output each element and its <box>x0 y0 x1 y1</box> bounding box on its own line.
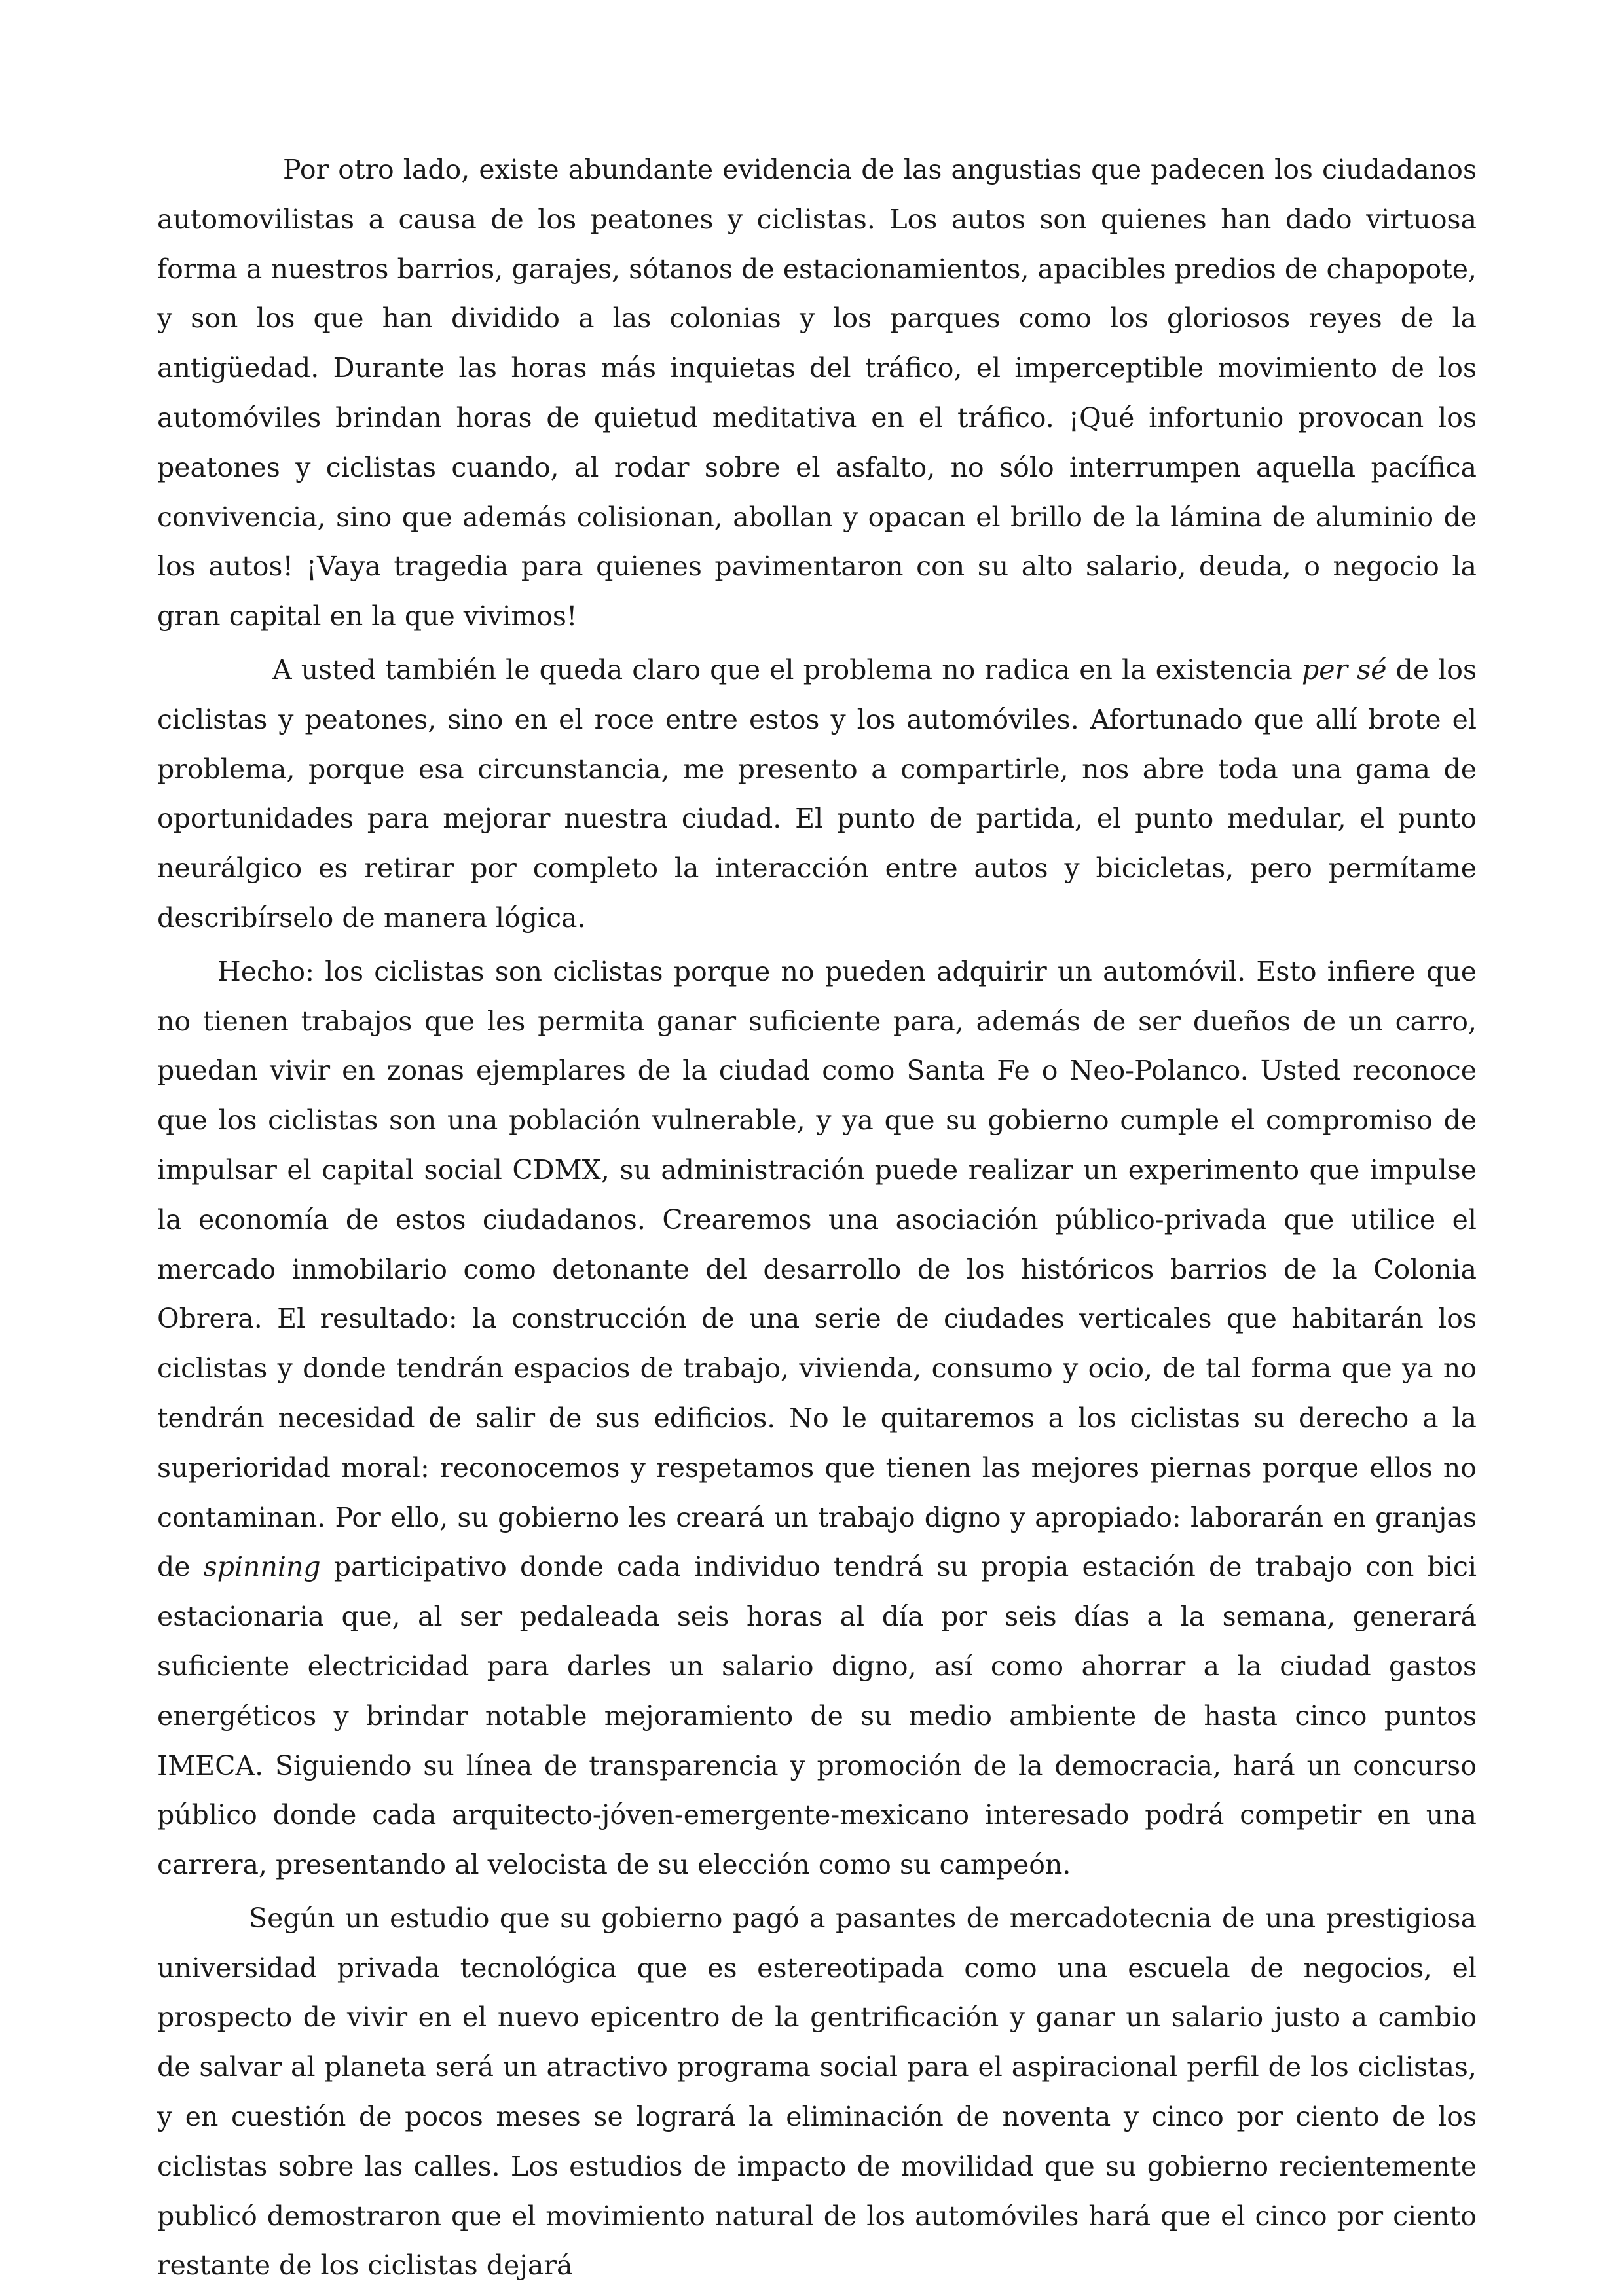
paragraph-3 <box>157 947 1477 1890</box>
paragraph-2-text-a: A usted también le queda claro que el problema no radica en la existencia <box>272 653 1302 685</box>
paragraph-3-italic-term: spinning <box>203 1551 321 1583</box>
body-text <box>157 145 1477 2291</box>
paragraph-1 <box>157 145 1477 642</box>
paragraph-4-text: Según un estudio que su gobierno pagó a pasantes de mercadotecnia de una prestigiosa universidad privada tecnológica que es estereotipada como una escuela de negocios, el prospecto de vivir en el nuevo epicentro de la gentrificación y ganar un salario justo a cambio de salvar al planeta será un atractivo programa social para el aspiracional perfil de los ciclistas, y en cuestión de pocos meses se logrará la eliminación de noventa y cinco por ciento de los ciclistas sobre las calles. Los estudios de impacto de movilidad que su gobierno recientemente publicó demostraron que el movimiento natural de los automóviles hará que el cinco por ciento restante de los ciclistas dejará <box>157 1902 1477 2282</box>
paragraph-2-text-b: de los ciclistas y peatones, sino en el roce entre estos y los automóviles. Afortunado que allí brote el problema, porque esa circunstancia, me presento a compartirle, nos abre toda una gama de oportunidades para mejorar nuestra ciudad. El punto de partida, el punto medular, el punto neurálgico es retirar por completo la interacción entre autos y bicicletas, pero permítame describírselo de manera lógica. <box>157 653 1477 934</box>
paragraph-2-italic-term: per sé <box>1301 653 1387 685</box>
paragraph-2 <box>157 646 1477 943</box>
paragraph-4 <box>157 1894 1477 2291</box>
paragraph-3-text-a: Hecho: los ciclistas son ciclistas porque no pueden adquirir un automóvil. Esto infiere que no tienen trabajos que les permita ganar suficiente para, además de ser dueños de un carro, puedan vivir en zonas ejemplares de la ciudad como Santa Fe o Neo-Polanco. Usted reconoce que los ciclistas son una población vulnerable, y ya que su gobierno cumple el compromiso de impulsar el capital social CDMX, su administración puede realizar un experimento que impulse la economía de estos ciudadanos. Crearemos una asociación público-privada que utilice el mercado inmobilario como detonante del desarrollo de los históricos barrios de la Colonia Obrera. El resultado: la construcción de una serie de ciudades verticales que habitarán los ciclistas y donde tendrán espacios de trabajo, vivienda, consumo y ocio, de tal forma que ya no tendrán necesidad de salir de sus edificios. No le quitaremos a los ciclistas su derecho a la superioridad moral: reconocemos y respetamos que tienen las mejores piernas porque ellos no contaminan. Por ello, su gobierno les creará un trabajo digno y apropiado: laborarán en granjas de <box>157 955 1477 1583</box>
paragraph-1-text: Por otro lado, existe abundante evidencia de las angustias que padecen los ciudadanos automovilistas a causa de los peatones y ciclistas. Los autos son quienes han dado virtuosa forma a nuestros barrios, garajes, sótanos de estacionamientos, apacibles predios de chapopote, y son los que han dividido a las colonias y los parques como los gloriosos reyes de la antigüedad. Durante las horas más inquietas del tráfico, el imperceptible movimiento de los automóviles brindan horas de quietud meditativa en el tráfico. ¡Qué infortunio provocan los peatones y ciclistas cuando, al rodar sobre el asfalto, no sólo interrumpen aquella pacífica convivencia, sino que además colisionan, abollan y opacan el brillo de la lámina de aluminio de los autos! ¡Vaya tragedia para quienes pavimentaron con su alto salario, deuda, o negocio la gran capital en la que vivimos! <box>157 154 1477 632</box>
paragraph-3-text-b: participativo donde cada individuo tendrá su propia estación de trabajo con bici estacionaria que, al ser pedaleada seis horas al día por seis días a la semana, generará suficiente electricidad para darles un salario digno, así como ahorrar a la ciudad gastos energéticos y brindar notable mejoramiento de su medio ambiente de hasta cinco puntos IMECA. Siguiendo su línea de transparencia y promoción de la democracia, hará un concurso público donde cada arquitecto-jóven-emergente-mexicano interesado podrá competir en una carrera, presentando al velocista de su elección como su campeón. <box>157 1551 1477 1881</box>
